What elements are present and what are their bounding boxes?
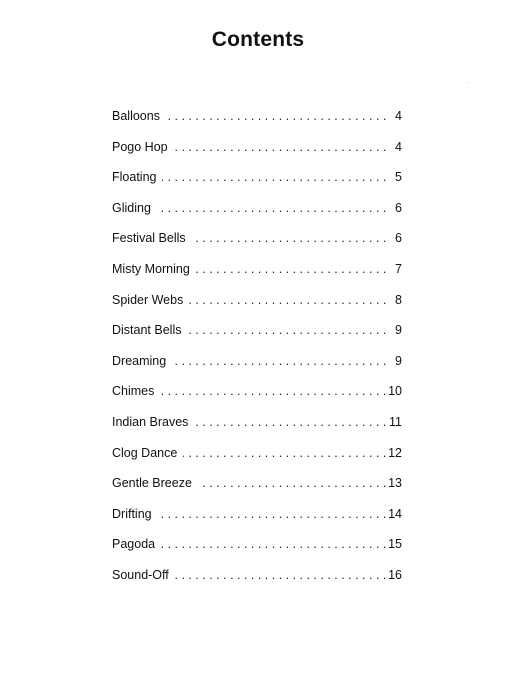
toc-entry: [112, 473, 402, 504]
entry-page: 4: [395, 137, 402, 157]
entry-page: 6: [395, 228, 402, 248]
entry-page: 7: [395, 259, 402, 279]
entry-title: Dreaming: [112, 354, 172, 368]
entry-page: 5: [395, 167, 402, 187]
toc-entry: [112, 443, 402, 474]
toc-entry: [112, 167, 402, 198]
entry-page: 15: [388, 534, 402, 554]
toc-entry: [112, 412, 402, 443]
entry-title: Floating: [112, 170, 162, 184]
entry-page: 12: [388, 443, 402, 463]
entry-page: 10: [388, 381, 402, 401]
entry-page: 9: [395, 320, 402, 340]
entry-title: Distant Bells: [112, 323, 187, 337]
entry-page: 4: [395, 106, 402, 126]
entry-title: Indian Braves: [112, 415, 194, 429]
entry-title: Pagoda: [112, 537, 161, 551]
toc-entry: [112, 565, 402, 596]
entry-title: Chimes: [112, 384, 160, 398]
entry-title: Spider Webs: [112, 293, 189, 307]
entry-title: Pogo Hop: [112, 140, 174, 154]
entry-title: Gliding: [112, 201, 157, 215]
toc-entry: [112, 351, 402, 382]
entry-title: Drifting: [112, 507, 158, 521]
toc-entry: [112, 198, 402, 229]
entry-title: Gentle Breeze: [112, 476, 198, 490]
entry-title: Balloons: [112, 109, 166, 123]
entry-page: 13: [388, 473, 402, 493]
toc-entry: [112, 106, 402, 137]
entry-title: Clog Dance: [112, 446, 183, 460]
toc-entry: [112, 290, 402, 321]
table-of-contents: [112, 106, 402, 596]
toc-entry: [112, 320, 402, 351]
toc-entry: [112, 534, 402, 565]
entry-page: 8: [395, 290, 402, 310]
toc-entry: [112, 228, 402, 259]
entry-title: Sound-Off: [112, 568, 175, 582]
toc-entry: [112, 259, 402, 290]
entry-page: 9: [395, 351, 402, 371]
entry-title: Festival Bells: [112, 231, 192, 245]
entry-page: 16: [388, 565, 402, 585]
entry-title: Misty Morning: [112, 262, 196, 276]
page-title: Contents: [211, 28, 305, 51]
entry-page: 14: [388, 504, 402, 524]
toc-entry: [112, 137, 402, 168]
entry-page: 11: [389, 412, 402, 432]
scan-speck: [467, 82, 468, 83]
toc-entry: [112, 504, 402, 535]
toc-entry: [112, 381, 402, 412]
entry-page: 6: [395, 198, 402, 218]
